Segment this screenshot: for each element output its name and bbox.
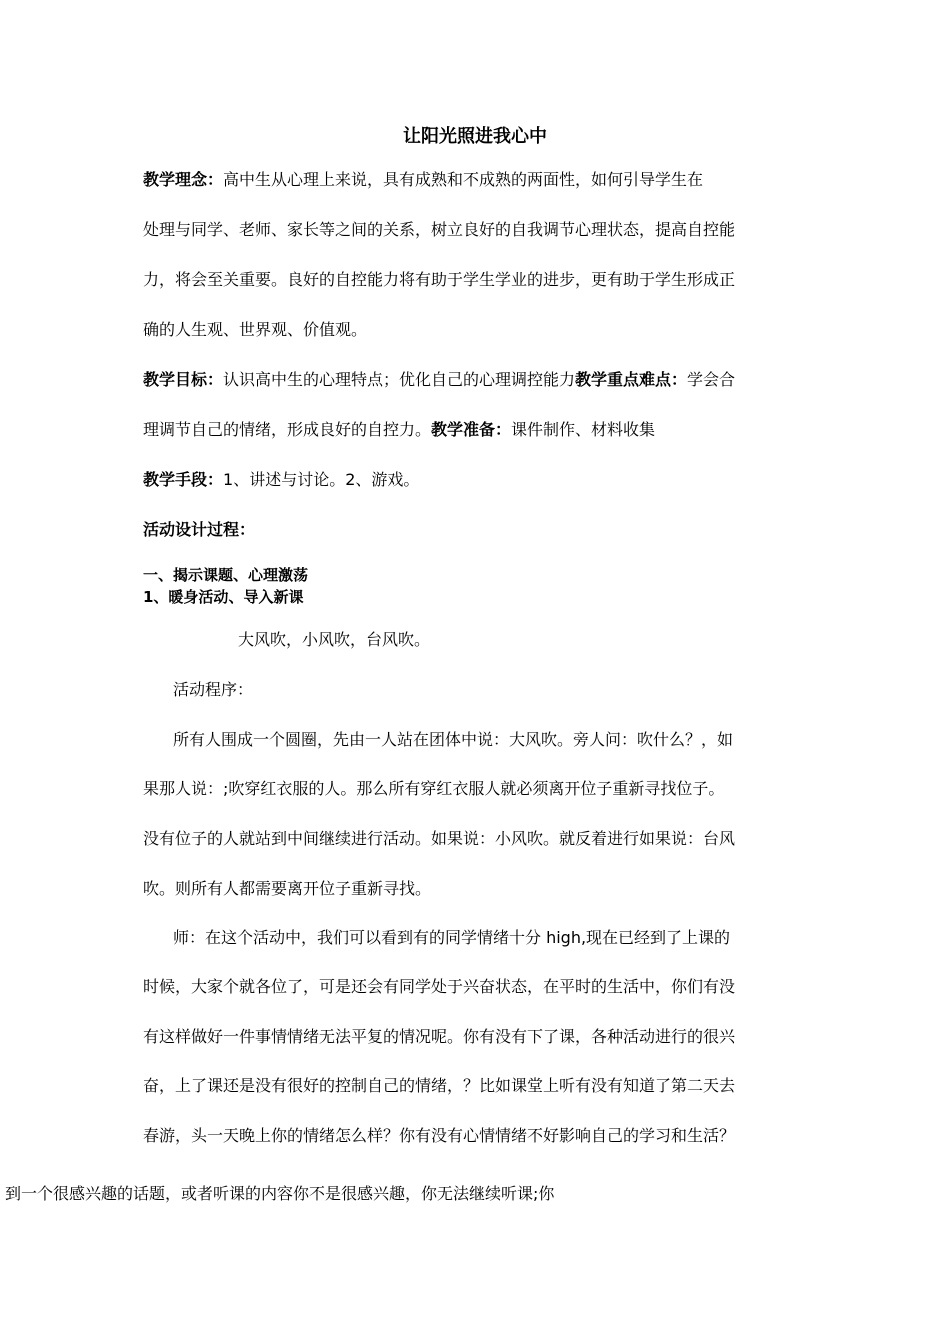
- goals-text: 认识高中生的心理特点；优化自己的心理调控能力: [223, 370, 576, 389]
- subsection-1-heading: 1、暖身活动、导入新课: [143, 588, 304, 606]
- section-1-heading: 一、揭示课题、心理激荡: [143, 566, 309, 584]
- philosophy-label: 教学理念：: [143, 170, 224, 189]
- overflow-line: 到一个很感兴趣的话题，或者听课的内容你不是很感兴趣，你无法继续听课;你: [5, 1184, 555, 1203]
- means-line: [143, 470, 419, 490]
- document-title: 让阳光照进我心中: [403, 126, 547, 147]
- philosophy-line-2: 处理与同学、老师、家长等之间的关系，树立良好的自我调节心理状态，提高自控能: [143, 220, 736, 239]
- process-heading: 活动设计过程：: [143, 520, 256, 539]
- goals-label: 教学目标：: [143, 370, 224, 389]
- prep-label: 教学准备：: [431, 420, 512, 439]
- teacher-line-5: 春游，头一天晚上你的情绪怎么样？你有没有心情情绪不好影响自己的学习和生活？: [143, 1126, 736, 1145]
- philosophy-line-4: 确的人生观、世界观、价值观。: [143, 320, 368, 339]
- key-points-text-cont: 理调节自己的情绪，形成良好的自控力。: [143, 420, 432, 439]
- philosophy-text: 高中生从心理上来说，具有成熟和不成熟的两面性，如何引导学生在: [223, 170, 704, 189]
- means-text: 1、讲述与讨论。2、游戏。: [223, 470, 420, 489]
- procedure-line-3: 没有位子的人就站到中间继续进行活动。如果说：小风吹。就反着进行如果说：台风: [143, 829, 736, 848]
- philosophy-line-1: [143, 170, 703, 190]
- prep-text: 课件制作、材料收集: [511, 420, 656, 439]
- teacher-line-4: 奋，上了课还是没有很好的控制自己的情绪，？比如课堂上听有没有知道了第二天去: [143, 1076, 736, 1095]
- teacher-line-3: 有这样做好一件事情情绪无法平复的情况呢。你有没有下了课，各种活动进行的很兴: [143, 1027, 736, 1046]
- teacher-line-1: 师：在这个活动中，我们可以看到有的同学情绪十分 high,现在已经到了上课的: [173, 928, 731, 947]
- procedure-line-4: 吹。则所有人都需要离开位子重新寻找。: [143, 879, 432, 898]
- goals-line-2: [143, 420, 655, 440]
- goals-line-1: [143, 370, 735, 390]
- teacher-line-2: 时候，大家个就各位了，可是还会有同学处于兴奋状态，在平时的生活中，你们有没: [143, 977, 736, 996]
- procedure-line-2: 果那人说：;吹穿红衣服的人。那么所有穿红衣服人就必须离开位子重新寻找位子。: [143, 779, 725, 798]
- procedure-line-1: 所有人围成一个圆圈，先由一人站在团体中说：大风吹。旁人问：吹什么？，如: [173, 730, 734, 749]
- game-name: 大风吹，小风吹，台风吹。: [238, 630, 431, 649]
- means-label: 教学手段：: [143, 470, 224, 489]
- key-points-label: 教学重点难点：: [575, 370, 688, 389]
- key-points-text: 学会合: [687, 370, 736, 389]
- procedure-label: 活动程序：: [173, 680, 254, 699]
- philosophy-line-3: 力，将会至关重要。良好的自控能力将有助于学生学业的进步，更有助于学生形成正: [143, 270, 736, 289]
